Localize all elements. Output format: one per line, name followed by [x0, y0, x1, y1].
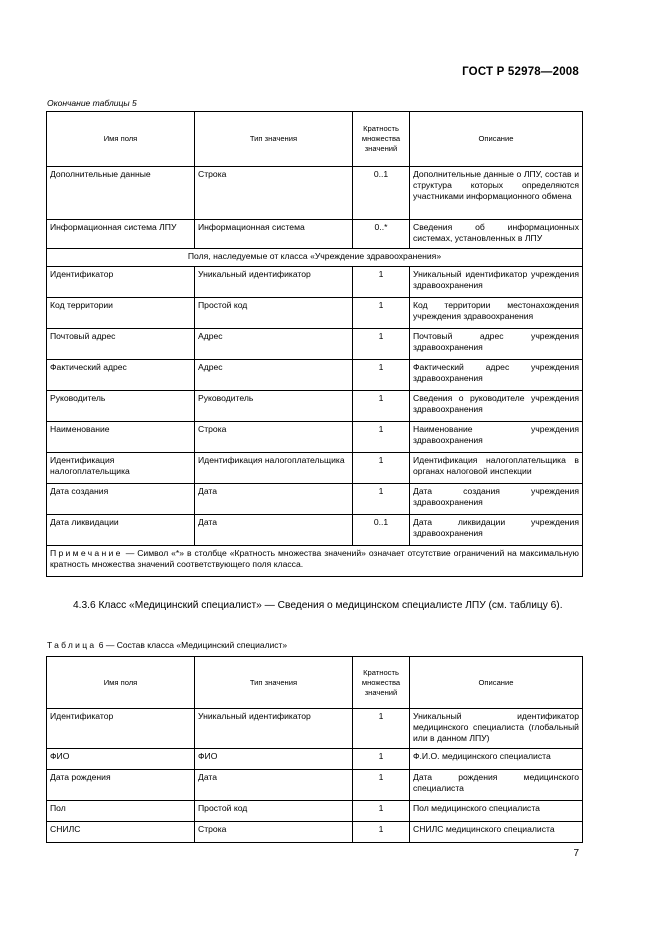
field-multiplicity: 1 — [353, 422, 410, 453]
field-multiplicity: 1 — [353, 822, 410, 843]
inherited-fields-subheader: Поля, наследуемые от класса «Учреждение здравоохранения» — [47, 249, 583, 267]
table-row — [47, 801, 583, 822]
field-type: Адрес — [195, 329, 353, 360]
field-type: Строка — [195, 422, 353, 453]
field-type: Информационная система — [195, 220, 353, 249]
table-row — [47, 267, 583, 298]
field-type: Идентификация налогоплательщика — [195, 453, 353, 484]
field-multiplicity: 1 — [353, 484, 410, 515]
field-multiplicity: 1 — [353, 267, 410, 298]
field-multiplicity: 1 — [353, 453, 410, 484]
field-name: Дополнительные данные — [47, 167, 195, 220]
page-number: 7 — [573, 848, 579, 859]
field-type: Дата — [195, 770, 353, 801]
table6-caption-title: 6 — Состав класса «Медицинский специалист» — [96, 640, 288, 650]
field-description: Уникальный идентификатор медицинского специалиста (глобальный или в данном ЛПУ) — [410, 709, 583, 749]
table-row — [47, 749, 583, 770]
section-paragraph: 4.3.6 Класс «Медицинский специалист» — Сведения о медицинском специалисте ЛПУ (см. таблицу 6). — [73, 600, 563, 611]
table-note-row — [47, 546, 583, 577]
field-multiplicity: 1 — [353, 391, 410, 422]
table-row — [47, 515, 583, 546]
table-5 — [46, 111, 583, 577]
field-name: Дата рождения — [47, 770, 195, 801]
table-row — [47, 453, 583, 484]
table6-caption-label: Таблица — [47, 640, 97, 650]
column-header-multiplicity: Кратность множества значений — [353, 657, 410, 709]
table-subheader-row — [47, 249, 583, 267]
field-description: Наименование учреждения здравоохранения — [410, 422, 583, 453]
field-name: ФИО — [47, 749, 195, 770]
table-row — [47, 220, 583, 249]
document-id: ГОСТ Р 52978—2008 — [462, 66, 579, 78]
field-description: Дата ликвидации учреждения здравоохранения — [410, 515, 583, 546]
column-header-multiplicity: Кратность множества значений — [353, 112, 410, 167]
table-row — [47, 167, 583, 220]
field-type: Строка — [195, 167, 353, 220]
table-row — [47, 329, 583, 360]
field-multiplicity: 0..1 — [353, 167, 410, 220]
table-row — [47, 822, 583, 843]
field-description: СНИЛС медицинского специалиста — [410, 822, 583, 843]
field-name: Код территории — [47, 298, 195, 329]
column-header-name: Имя поля — [47, 657, 195, 709]
field-description: Ф.И.О. медицинского специалиста — [410, 749, 583, 770]
table-row — [47, 422, 583, 453]
field-type: Уникальный идентификатор — [195, 267, 353, 298]
field-description: Сведения о руководителе учреждения здравоохранения — [410, 391, 583, 422]
field-name: Информационная система ЛПУ — [47, 220, 195, 249]
table-row — [47, 298, 583, 329]
field-description: Дополнительные данные о ЛПУ, состав и структура которых определяются участниками информационного обмена — [410, 167, 583, 220]
field-name: Идентификатор — [47, 267, 195, 298]
field-multiplicity: 1 — [353, 329, 410, 360]
field-multiplicity: 1 — [353, 360, 410, 391]
field-description: Код территории местонахождения учреждения здравоохранения — [410, 298, 583, 329]
field-description: Идентификация налогоплательщика в органах налоговой инспекции — [410, 453, 583, 484]
field-name: Дата ликвидации — [47, 515, 195, 546]
table-header-row — [47, 112, 583, 167]
column-header-type: Тип значения — [195, 657, 353, 709]
field-type: Дата — [195, 484, 353, 515]
column-header-description: Описание — [410, 657, 583, 709]
column-header-description: Описание — [410, 112, 583, 167]
field-name: Фактический адрес — [47, 360, 195, 391]
field-description: Дата рождения медицинского специалиста — [410, 770, 583, 801]
table-row — [47, 360, 583, 391]
field-multiplicity: 1 — [353, 770, 410, 801]
field-name: Руководитель — [47, 391, 195, 422]
field-type: ФИО — [195, 749, 353, 770]
field-name: Идентификация налогоплательщика — [47, 453, 195, 484]
field-description: Пол медицинского специалиста — [410, 801, 583, 822]
column-header-type: Тип значения — [195, 112, 353, 167]
table-row — [47, 709, 583, 749]
field-multiplicity: 1 — [353, 749, 410, 770]
table5-caption: Окончание таблицы 5 — [47, 98, 137, 108]
field-description: Дата создания учреждения здравоохранения — [410, 484, 583, 515]
table6-caption — [47, 640, 287, 650]
field-description: Фактический адрес учреждения здравоохранения — [410, 360, 583, 391]
field-multiplicity: 1 — [353, 298, 410, 329]
field-type: Простой код — [195, 298, 353, 329]
field-name: Дата создания — [47, 484, 195, 515]
field-name: Пол — [47, 801, 195, 822]
field-type: Дата — [195, 515, 353, 546]
field-type: Адрес — [195, 360, 353, 391]
field-type: Уникальный идентификатор — [195, 709, 353, 749]
field-name: Наименование — [47, 422, 195, 453]
field-multiplicity: 0..1 — [353, 515, 410, 546]
table-note — [47, 546, 583, 577]
field-description: Почтовый адрес учреждения здравоохранения — [410, 329, 583, 360]
field-multiplicity: 1 — [353, 801, 410, 822]
note-text: — Символ «*» в столбце «Кратность множества значений» означает отсутствие ограничений на максимальную кратность множества значений соответствующего поля класса. — [50, 548, 579, 569]
field-name: Почтовый адрес — [47, 329, 195, 360]
table-row — [47, 770, 583, 801]
column-header-name: Имя поля — [47, 112, 195, 167]
field-description: Сведения об информационных системах, установленных в ЛПУ — [410, 220, 583, 249]
field-name: СНИЛС — [47, 822, 195, 843]
table-row — [47, 391, 583, 422]
table-header-row — [47, 657, 583, 709]
field-multiplicity: 1 — [353, 709, 410, 749]
field-name: Идентификатор — [47, 709, 195, 749]
field-type: Простой код — [195, 801, 353, 822]
table-row — [47, 484, 583, 515]
field-type: Руководитель — [195, 391, 353, 422]
field-multiplicity: 0..* — [353, 220, 410, 249]
field-type: Строка — [195, 822, 353, 843]
table-6 — [46, 656, 583, 843]
note-label: Примечание — [50, 548, 123, 558]
field-description: Уникальный идентификатор учреждения здравоохранения — [410, 267, 583, 298]
